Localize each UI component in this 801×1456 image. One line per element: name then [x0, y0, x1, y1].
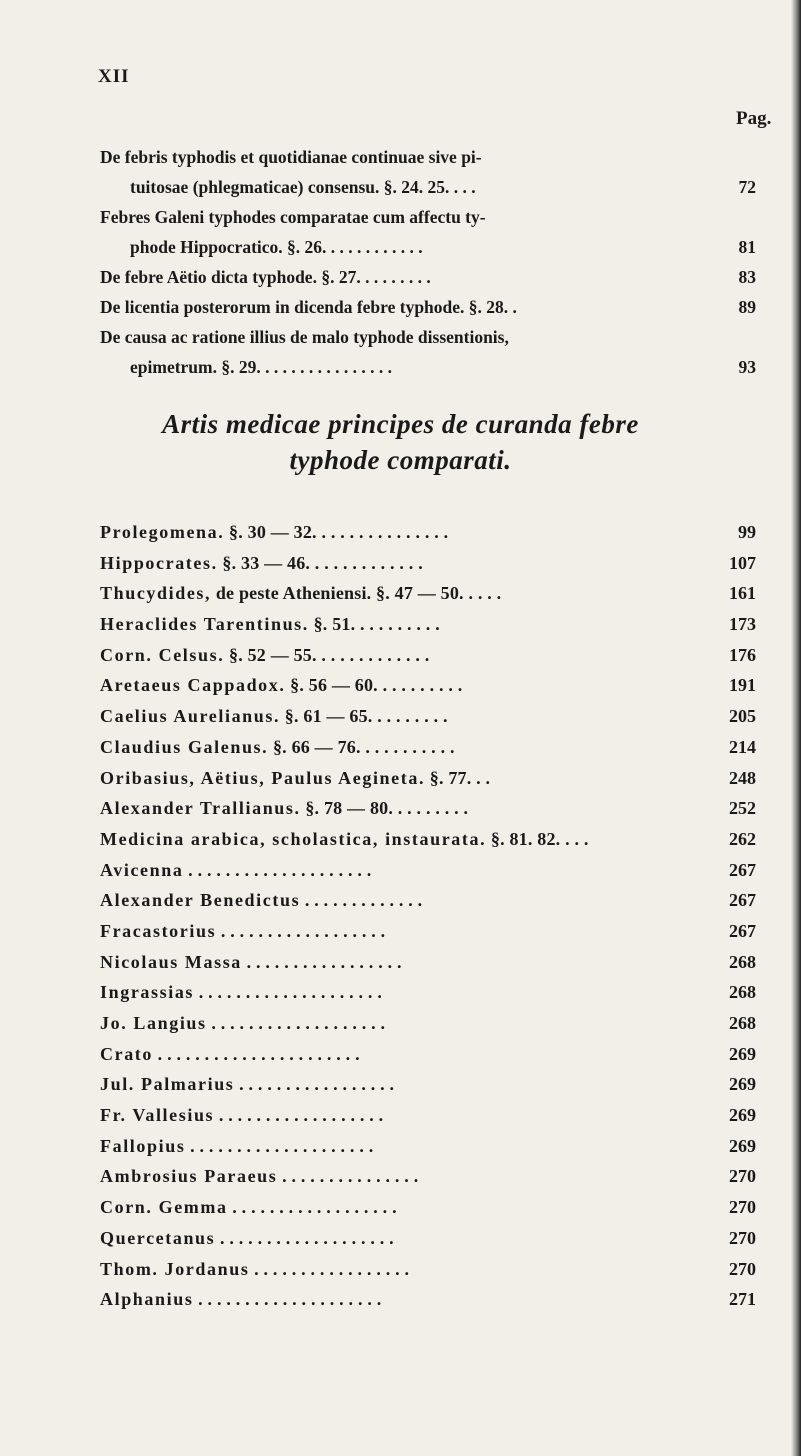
page-number: 269: [729, 1043, 756, 1064]
section-reference: §. 77. . .: [425, 767, 491, 788]
section-reference: §. 33 — 46. . . . . . . . . . . . .: [217, 552, 423, 573]
section-reference: §. 81. 82. . . .: [486, 828, 589, 849]
entry-text: De licentia posterorum in dicenda febre typhode. §. 28. .: [100, 297, 517, 317]
page-roman-numeral: XII: [98, 66, 130, 87]
entry-text: epimetrum. §. 29. . . . . . . . . . . . . . . .: [130, 357, 392, 377]
entry-page-number: 72: [738, 177, 756, 197]
author-name: Corn. Celsus.: [100, 644, 225, 665]
page-number: 268: [729, 1013, 756, 1033]
section-reference: . . . . . . . . . . . . . . . . . . . .: [194, 982, 383, 1003]
author-name: Fr. Vallesius: [100, 1105, 215, 1126]
author-name: Caelius Aurelianus.: [100, 706, 281, 727]
section-reference: . . . . . . . . . . . . . . . . . . . .: [193, 1289, 382, 1310]
section-reference: . . . . . . . . . . . . . . . . .: [241, 951, 402, 972]
page-number: 270: [729, 1197, 756, 1218]
toc-row: [100, 670, 756, 701]
section-reference: . . . . . . . . . . . . . . . . .: [234, 1074, 395, 1095]
section-reference: . . . . . . . . . . . . . . . . . . . . . .: [152, 1043, 360, 1064]
author-name: Aretaeus Cappadox.: [100, 675, 286, 696]
page-number: 268: [729, 951, 756, 972]
toc-row: [100, 1284, 756, 1315]
page-number: 270: [729, 1258, 756, 1279]
page-number: 99: [738, 522, 756, 542]
toc-row: [100, 609, 756, 640]
author-name: Jul. Palmarius: [100, 1074, 235, 1095]
entry-text: De causa ac ratione illius de malo typhode dissentionis,: [100, 327, 509, 347]
entry-page-number: 81: [738, 237, 756, 257]
entry-text: De febre Aëtio dicta typhode. §. 27. . . . . . . . .: [100, 267, 431, 287]
entry-page-number: 93: [738, 357, 756, 377]
toc-row: [100, 947, 756, 978]
toc-row: [100, 855, 756, 886]
toc-entry: [100, 262, 756, 292]
author-name: Fracastorius: [100, 920, 217, 941]
toc-row: [100, 732, 756, 763]
toc-row: [100, 1100, 756, 1131]
page-number: 270: [729, 1166, 756, 1187]
toc-row: [100, 763, 756, 794]
page-number: 252: [729, 798, 756, 819]
section-reference: . . . . . . . . . . . . . . . . . . . .: [185, 1135, 374, 1156]
section-reference: §. 52 — 55. . . . . . . . . . . . .: [224, 644, 430, 665]
section-reference: . . . . . . . . . . . . . . . . . .: [216, 920, 386, 941]
author-name: Ingrassias: [100, 982, 195, 1003]
toc-row: [100, 1008, 756, 1039]
toc-row: [100, 1131, 756, 1162]
page-number: 248: [729, 767, 756, 788]
toc-row: [100, 916, 756, 947]
toc-row: [100, 977, 756, 1008]
page-number: 269: [729, 1135, 756, 1156]
section-reference: . . . . . . . . . . . . . . .: [277, 1166, 419, 1187]
toc-row: [100, 793, 756, 824]
toc-entry: [100, 202, 740, 232]
entry-text: tuitosae (phlegmaticae) consensu. §. 24. 25. . . .: [130, 177, 476, 197]
author-name: Oribasius, Aëtius, Paulus Aegineta.: [100, 767, 426, 788]
page-number: 270: [729, 1227, 756, 1248]
author-name: Prolegomena.: [100, 522, 225, 542]
page-number: 267: [729, 920, 756, 941]
author-name: Heraclides Tarentinus.: [100, 614, 309, 635]
pag-column-label: Pag.: [736, 108, 772, 129]
section-reference: . . . . . . . . . . . . . . . . . . .: [215, 1227, 394, 1248]
author-name: Thucydides,: [100, 583, 212, 604]
toc-row: [100, 885, 756, 916]
section-reference: §. 61 — 65. . . . . . . . .: [280, 706, 448, 727]
toc-row: [100, 1192, 756, 1223]
author-name: Hippocrates.: [100, 552, 218, 573]
entry-text: Febres Galeni typhodes comparatae cum affectu ty-: [100, 207, 486, 227]
page-number: 271: [729, 1289, 756, 1310]
toc-row: [100, 1161, 756, 1192]
toc-entry: [100, 292, 756, 322]
page-number: 267: [729, 859, 756, 880]
section-heading-line-1: Artis medicae principes de curanda febre: [162, 409, 639, 439]
author-name: Corn. Gemma: [100, 1197, 228, 1218]
section-reference: . . . . . . . . . . . . . . . . . .: [227, 1197, 397, 1218]
toc-row: [100, 701, 756, 732]
page-number: 267: [729, 890, 756, 911]
author-name: Medicina arabica, scholastica, instaurata.: [100, 828, 487, 849]
toc-row: [100, 824, 756, 855]
section-reference: de peste Atheniensi. §. 47 — 50. . . . .: [211, 583, 502, 604]
page-number: 205: [729, 706, 756, 727]
author-name: Ambrosius Paraeus: [100, 1166, 278, 1187]
author-name: Alphanius: [100, 1289, 194, 1310]
toc-row: [100, 1039, 756, 1070]
author-name: Alexander Trallianus.: [100, 798, 301, 819]
author-name: Crato: [100, 1043, 153, 1064]
author-name: Thom. Jordanus: [100, 1258, 250, 1279]
author-name: Alexander Benedictus: [100, 890, 301, 911]
toc-row: [100, 517, 756, 548]
author-name: Quercetanus: [100, 1227, 216, 1248]
page-number: 107: [729, 552, 756, 573]
entry-text: phode Hippocratico. §. 26. . . . . . . . . . . .: [130, 237, 423, 257]
toc-row: [100, 1254, 756, 1285]
toc-entry: [100, 142, 740, 172]
author-name: Jo. Langius: [100, 1013, 207, 1033]
toc-entry-continuation: [130, 232, 756, 262]
toc-row: [100, 640, 756, 671]
toc-row: [100, 1069, 756, 1100]
page-number: 269: [729, 1105, 756, 1126]
page-number: 176: [729, 644, 756, 665]
author-name: Fallopius: [100, 1135, 186, 1156]
page-edge-shadow: [791, 0, 801, 1456]
section-reference: §. 56 — 60. . . . . . . . . .: [285, 675, 463, 696]
entry-page-number: 83: [738, 267, 756, 287]
author-name: Nicolaus Massa: [100, 951, 242, 972]
toc-row: [100, 548, 756, 579]
toc-entry-continuation: [130, 172, 756, 202]
section-heading-line-2: typhode comparati.: [289, 445, 512, 475]
entry-text: De febris typhodis et quotidianae continuae sive pi-: [100, 147, 482, 167]
section-reference: §. 66 — 76. . . . . . . . . . .: [268, 736, 455, 757]
entry-page-number: 89: [738, 297, 756, 317]
section-reference: . . . . . . . . . . . . .: [300, 890, 423, 911]
section-reference: . . . . . . . . . . . . . . . . . . .: [206, 1013, 386, 1033]
author-name: Claudius Galenus.: [100, 736, 269, 757]
page-number: 191: [729, 675, 756, 696]
section-reference: §. 30 — 32. . . . . . . . . . . . . . .: [224, 522, 449, 542]
toc-row: [100, 578, 756, 609]
author-index-list: [100, 517, 756, 1315]
author-name: Avicenna: [100, 859, 184, 880]
toc-entry: [100, 322, 740, 352]
page-number: 269: [729, 1074, 756, 1095]
section-reference: §. 78 — 80. . . . . . . . .: [300, 798, 469, 819]
page-number: 268: [729, 982, 756, 1003]
page-number: 262: [729, 828, 756, 849]
section-reference: . . . . . . . . . . . . . . . . . . . .: [183, 859, 372, 880]
section-reference: . . . . . . . . . . . . . . . . .: [249, 1258, 410, 1279]
section-reference: §. 51. . . . . . . . . .: [308, 614, 440, 635]
section-reference: . . . . . . . . . . . . . . . . . .: [214, 1105, 384, 1126]
page-number: 214: [729, 736, 756, 757]
toc-row: [100, 1223, 756, 1254]
page-number: 173: [729, 614, 756, 635]
toc-entry-continuation: [130, 352, 756, 382]
page-number: 161: [729, 583, 756, 604]
